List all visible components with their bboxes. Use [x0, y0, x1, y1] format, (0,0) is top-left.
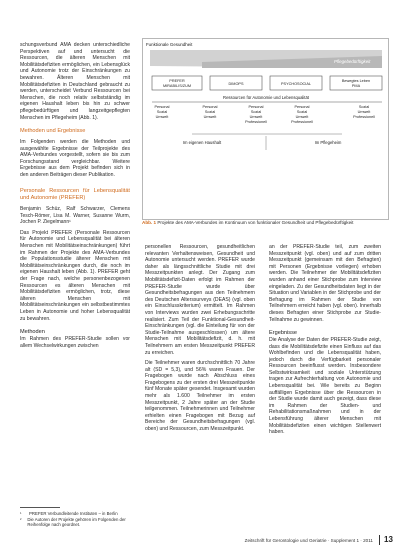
project-label-prefer-2: MIRABILIS/ZUM [162, 84, 192, 88]
project-label-bewegtes-1: Bewegtes Leben [341, 79, 371, 83]
prefer-paragraph: Das Projekt PREFER (Personale Ressourcen für Autonomie und Lebensqualität bei älteren Menschen mit Mobilitätseinschränkungen) führt im Rahmen der Projekte des AMA-Verbundes die Populationsstudie älterer Menschen mit Mobilitätseinschränkungen durch, die noch im eigenen Haushalt leben (Abb. 1). PREFER geht der Frage nach, welche personenbezogenen Ressourcen es älteren Menschen mit Mobilitätsdefiziten ermöglichen, trotz, diese älteren Menschen mit Mobilitätseinschränkungen ein selbstbestimmtes Leben in Autonomie und hoher Lebensqualität zu bewahren. [20, 229, 130, 322]
resource-item: Sozial [156, 110, 168, 114]
resource-item: Umwelt [249, 115, 263, 119]
resource-item: Personal [294, 105, 310, 109]
page-number: 13 [384, 535, 393, 544]
middle-paragraph-2: Die Teilnehmer waren durchschnittlich 70 Jahre alt (SD = 5,3), und 56% waren Frauen. Der Fragebogen wurde nach Abschluss eines Fragebogens zu der ersten drei Messzeitpunkte fünf Monate später gesendet. Insgesamt wurden mehr als 1.600 Teilnehmer im ersten Messzeitpunkt, 2 Jahre später an der Studie teilgenommen. Teilnehmerinnen und Teilnehmer erhielten einen Fragebogen mit Bezug auf Bereiche der Gesundheitsbefragungen (vgl. oben) und Ressourcen, zum Messzeitpunkt. [145, 360, 255, 433]
caption-label: Abb. 1 [142, 220, 157, 225]
project-label-psychosocial: PSYCHOSOCIAL [281, 82, 311, 86]
figure-caption [142, 220, 388, 226]
right-paragraph-1: an der PREFER-Studie teil, zum zweiten Messzeitpunkt (vgl. oben) und auf zum dritten Messzeitpunkt (gemeinsam mit den Befragten) mit Personen (Ergebnisse vorliegen) erhoben werden. Die Teilnehmer der Mobilitätsdefiziten wurden anhand einer Stichprobe zum Interview eingeladen. Zu der Gesundheitsdaten liegt in der Situation und Variablen in der Stichprobe und der Befragung im Rahmen der Studie von Teilnehmern erreicht haben (vgl. oben). Innerhalb dieses Befragten einer Stichprobe zur Studie-Teilnahme zu gewinnen. [269, 244, 381, 323]
label-funktionale-gesundheit: Funktionale Gesundheit [146, 42, 193, 47]
right-paragraph-2: Die Analyse der Daten der PREFER-Studie zeigt, dass die Mobilitätsdefizite einen Einfluss auf das Wohlbefinden und die Lebensqualität haben, jedoch durch die Verfügbarkeit personaler Ressourcen beeinflusst werden. Insbesondere Selbstwirksamkeit und soziale Unterstützung tragen zur Aufrechterhaltung von Autonomie und Lebensqualität bei. Wie bereits zu Beginn auffälligen Ergebnisse über die Ressourcen in der Studie wurde damit auch gezeigt, dass diese im Rahmen der Studien- und Rehabilitationsmaßnahmen und in der Lebensführung älterer Menschen mit Mobilitätsdefiziten einen wichtigen Stellenwert haben. [269, 336, 381, 436]
resource-item: Personal [154, 105, 170, 109]
left-column [20, 42, 130, 349]
resource-item: Umwelt [203, 115, 217, 119]
project-label-bewegtes-2: PMA [351, 84, 361, 88]
caption-text: Projekte des AMA-Verbundes im Kontinuum von funktionaler Gesundheit und Pflegebedürftigkeit [157, 220, 354, 225]
project-label-prefer-1: PREFER [169, 79, 185, 83]
section-heading-prefer: Personale Ressourcen für Lebensqualität und Autonomie (PREFER) [20, 188, 130, 202]
footnote [20, 517, 130, 528]
resource-item: Professionell [291, 120, 313, 124]
resource-item: Sozial [204, 110, 216, 114]
footnote-text: Die Autoren der Projekte gehören im Folgenden der Reihenfolge nach geordnet. [27, 516, 126, 528]
project-label-dimops: DIMOPS [228, 82, 244, 86]
resource-item: Umwelt [295, 115, 309, 119]
middle-column [145, 244, 255, 433]
footer-separator [379, 535, 380, 545]
label-pflegeheim: Im Pflegeheim [314, 140, 342, 145]
ergebnisse-heading: Ergebnisse [269, 330, 297, 337]
middle-paragraph-1: personellen Ressourcen, gesundheitlichen relevanten Verhaltensweisen, Gesundheit und Autonomie untersucht werden. PREFER wurde daher als längsschnittliche Studie mit drei Messzeitpunkten anlegt. Der Zugang zum Mobilitätsdefizit-Daten erfolgt im Rahmen der PREFER-Studie wurde über Gesundheitsbefragungen aus den Teilnehmern des Deutschen Alterssurveys (DEAS) (vgl. oben ein Einschlusskriterium) ermittelt. Im Rahmen von Interviews wurden zwei Erhebungsschritte realisiert. Zum Teil der Funktional-Gesundheit-Einschränkungen (vgl. die Einteilung für von der Studie-Teilnahme ausgeschlossen) um ältere Menschen mit Mobilitätsdefizit, d. h. mit Teilnehmern am ersten Messzeitpunkt PREFER zu erreichen. [145, 244, 255, 356]
resource-item: Sozial [250, 110, 262, 114]
intro-paragraph: schungsverbund AMA decken unterschiedliche Perspektiven auf und untersucht die Ressourcen, die älteren Menschen mit Mobilitätsdefiziten ermöglichen, ein Lebensglück und Autonomie trotz der Einschränkungen zu bewahren. Älteren Menschen mit Mobilitätsdefiziten in Deutschland gebraucht zu werden, unterscheidet Verbund Ressourcen bei Menschen, die noch relativ selbstständig im eigenen Haushalt leben bis hin zu schwer pflegebedürftigen und langzeitgepflegten Menschen im Pflegeheim (Abb. 1). [20, 42, 130, 121]
right-column [269, 244, 381, 436]
resource-item: Umwelt [155, 115, 169, 119]
label-eigener-haushalt: Im eigenen Haushalt [182, 140, 222, 145]
footnotes [20, 511, 130, 528]
label-pflegebeduerftigkeit: Pflegebedürftigkeit [334, 59, 371, 64]
methods-heading: Methoden und Ergebnisse [20, 128, 86, 135]
methoden-heading: Methoden [20, 329, 45, 336]
footnote-number: ² [20, 516, 22, 522]
journal-footer: Zeitschrift für Gerontologie und Geriatrie · Supplement 1 · 2011 [244, 538, 373, 543]
resource-item: Umwelt [357, 110, 371, 114]
resource-item: Sozial [296, 110, 308, 114]
resource-item: Professionell [353, 115, 375, 119]
footnote-number: ¹ [20, 511, 22, 516]
methoden-paragraph: Im Rahmen des PREFER-Studie sollen vor allem Wechselwirkungen zwischen [20, 335, 130, 349]
resource-item: Professionell [245, 120, 267, 124]
resource-item: Personal [202, 105, 218, 109]
footnote-rule [20, 507, 60, 508]
label-resources: Ressourcen für Autonomie und Lebensqualität [223, 95, 309, 100]
methods-paragraph: Im Folgenden werden die Methoden und ausgewählte Ergebnisse der Teilprojekte des AMA-Verbundes vorgestellt, sofern sie bis zum Forschungsstand vergleichbar. Weitere Ergebnisse aus dem Projekt befinden sich in den anderen Beiträgen dieser Publikation. [20, 138, 130, 178]
resource-item: Personal [248, 105, 264, 109]
figure-ama-projects [142, 38, 389, 220]
resource-item: Sozial [358, 105, 370, 109]
figure-diagram [142, 38, 389, 220]
footnote-text: PREFER Verbundleitende Instituten – in Berlin [29, 511, 118, 516]
authors: Benjamin Schüz, Ralf Schwarzer, Clemens Tesch-Römer, Lisa M. Warner, Susanne Wurm, Jochen P. Ziegelmann¹ [20, 206, 130, 226]
